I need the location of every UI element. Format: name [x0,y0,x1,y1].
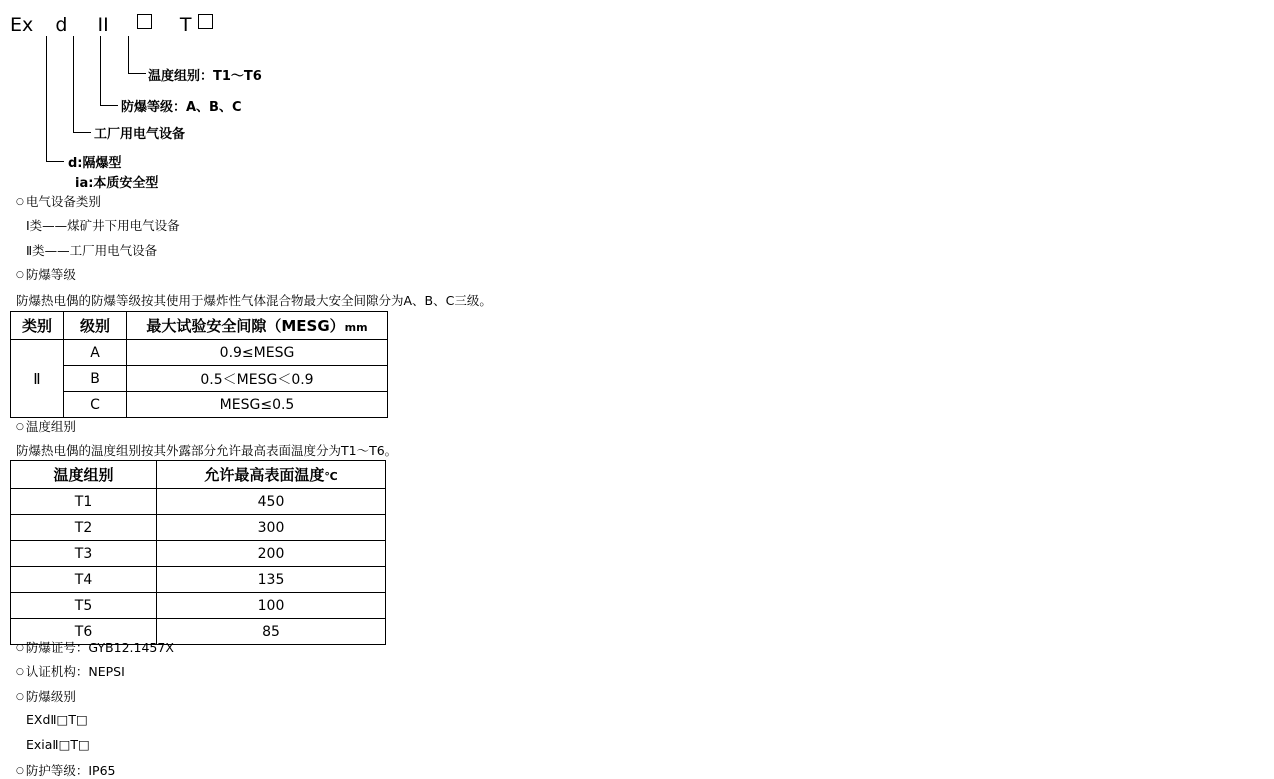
table-row [11,593,386,619]
code-part-ii: II [97,14,109,36]
temperature-table [10,460,386,645]
code-part-blank-box-1 [137,14,152,29]
category-item-1: Ⅰ类——煤矿井下用电气设备 [26,218,180,233]
callout-factory-equipment: 工厂用电气设备 [94,127,186,142]
temp-group-t3: T3 [11,541,157,567]
mesg-table [10,311,388,418]
explosion-level-item-1: EXdⅡ□T□ [26,712,88,727]
mesg-header-gap [127,312,388,340]
table-row [11,489,386,515]
callout-flameproof: d:隔爆型 [68,156,122,171]
temp-group-t5: T5 [11,593,157,619]
leader-vline-grade [100,36,101,106]
explosion-grade-description: 防爆热电偶的防爆等级按其使用于爆炸性气体混合物最大安全间隙分为A、B、C三级。 [16,293,492,308]
temp-value-t4: 135 [157,567,386,593]
temp-group-t1: T1 [11,489,157,515]
temp-header-group: 温度组别 [11,461,157,489]
mesg-grade-c: C [64,392,127,418]
mesg-value-c: MESG≤0.5 [127,392,388,418]
temp-group-t2: T2 [11,515,157,541]
temp-group-t6: T6 [11,619,157,645]
mesg-grade-b: B [64,366,127,392]
mesg-grade-a: A [64,340,127,366]
mesg-header-grade: 级别 [64,312,127,340]
table-row [11,515,386,541]
mesg-header-unit: mm [344,321,368,334]
code-part-d: d [55,14,68,36]
leader-vline-ii [73,36,74,133]
temp-value-t6: 85 [157,619,386,645]
temp-value-t2: 300 [157,515,386,541]
mesg-header-category: 类别 [11,312,64,340]
heading-temperature-group: ○ 温度组别 [16,417,76,435]
mesg-category-value: Ⅱ [11,340,64,418]
temperature-group-description: 防爆热电偶的温度组别按其外露部分允许最高表面温度分为T1～T6。 [16,443,398,458]
leader-hline-temp [128,73,146,74]
code-part-t: T [179,14,192,36]
mesg-value-b: 0.5＜MESG＜0.9 [127,366,388,392]
heading-explosion-grade: ○ 防爆等级 [16,265,76,283]
table-row [11,567,386,593]
code-part-ex: Ex [10,14,34,36]
explosion-proof-code [10,14,213,36]
heading-equipment-category: ○ 电气设备类别 [16,192,101,210]
temp-header-unit: ℃ [324,470,338,483]
temp-header-max-text: 允许最高表面温度 [204,466,325,484]
temp-value-t1: 450 [157,489,386,515]
temp-value-t5: 100 [157,593,386,619]
mesg-value-a: 0.9≤MESG [127,340,388,366]
table-header-row [11,312,388,340]
mesg-header-gap-text: 最大试验安全间隙（MESG） [146,317,345,335]
table-row [11,366,388,392]
heading-explosion-level: ○ 防爆级别 [16,687,76,705]
certification-organization: ○ 认证机构：NEPSI [16,662,125,680]
table-header-row [11,461,386,489]
table-row [11,340,388,366]
temp-header-max [157,461,386,489]
callout-explosion-grade: 防爆等级：A、B、C [121,100,242,115]
leader-hline-grade [100,105,118,106]
callout-temperature-group: 温度组别：T1～T6 [148,69,262,84]
callout-intrinsically-safe: ia:本质安全型 [75,176,159,191]
leader-hline-d [46,161,64,162]
leader-vline-temp [128,36,129,74]
category-item-2: Ⅱ类——工厂用电气设备 [26,243,158,258]
protection-rating: ○ 防护等级：IP65 [16,761,116,779]
table-row [11,541,386,567]
leader-vline-d [46,36,47,162]
leader-hline-ii [73,132,91,133]
explosion-level-item-2: ExiaⅡ□T□ [26,737,90,752]
temp-group-t4: T4 [11,567,157,593]
code-part-blank-box-2 [198,14,213,29]
temp-value-t3: 200 [157,541,386,567]
table-row [11,392,388,418]
certificate-number: ○ 防爆证号：GYB12.1457X [16,638,174,656]
